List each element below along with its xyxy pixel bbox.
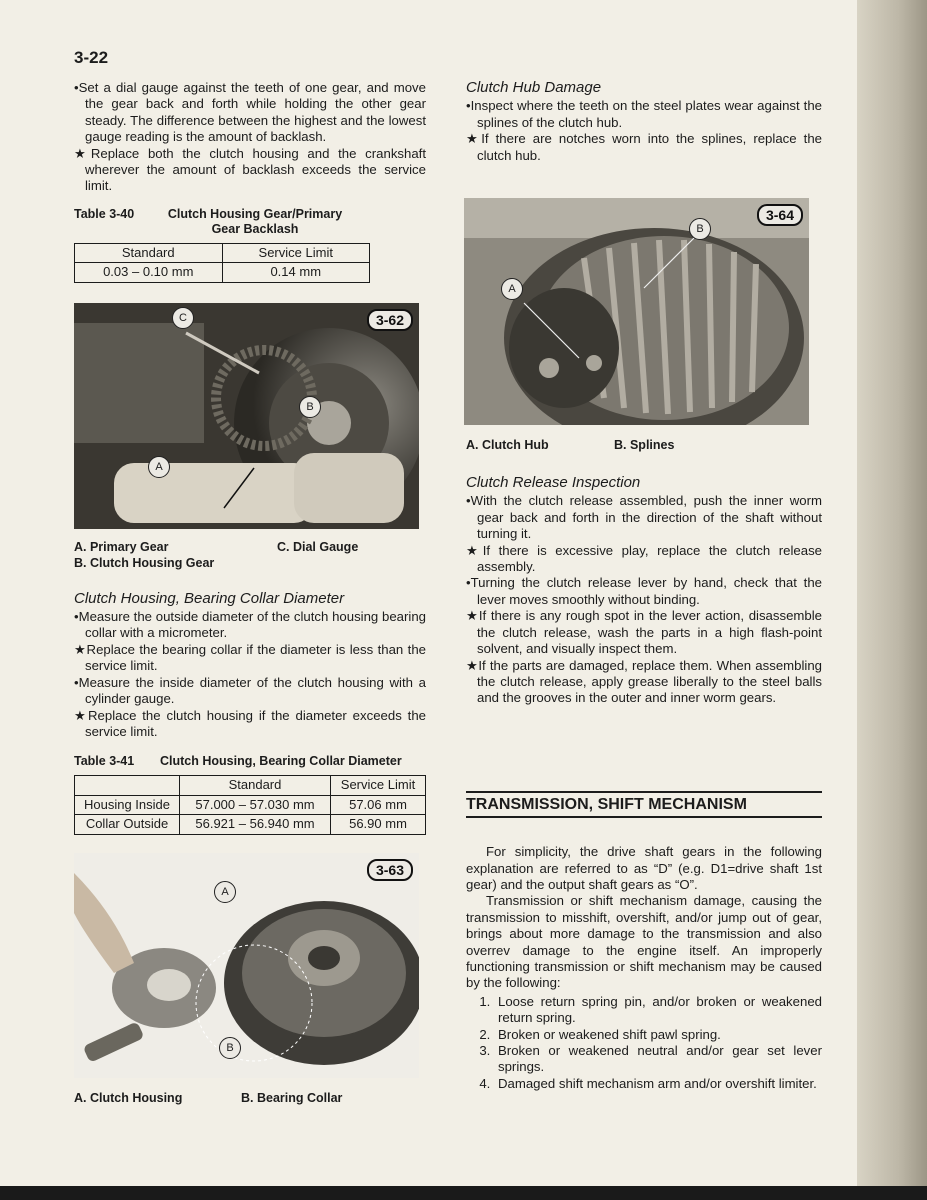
table-41-title: Clutch Housing, Bearing Collar Diameter	[160, 754, 402, 769]
callout-a: A	[148, 456, 170, 478]
release-bullet-1: •With the clutch release assembled, push the inner worm gear back and forth in the direction of the shaft without turning it.	[466, 493, 822, 542]
table-41-cell: 57.000 – 57.030 mm	[180, 795, 331, 814]
transmission-causes-list	[466, 994, 822, 1092]
table-41-header: Service Limit	[331, 776, 426, 795]
caption-splines: B. Splines	[614, 438, 675, 453]
bottom-edge	[0, 1186, 927, 1200]
caption-bearing-collar: B. Bearing Collar	[241, 1090, 343, 1105]
table-41-header	[75, 776, 180, 795]
housing-bullet-4: ★Replace the clutch housing if the diameter exceeds the service limit.	[74, 707, 426, 739]
table-41-cell: Housing Inside	[75, 795, 180, 814]
table-41-number: Table 3-41	[74, 754, 135, 769]
release-bullet-4: ★If there is any rough spot in the lever action, disassemble the clutch release, wash the parts in a high flash-point solvent, and visually inspect them.	[466, 608, 822, 657]
table-41-cell: Collar Outside	[75, 815, 180, 834]
callout-a: A	[214, 881, 236, 903]
table-40	[74, 243, 370, 283]
figure-3-63-captions	[74, 1090, 426, 1106]
caption-primary-gear: A. Primary Gear	[74, 539, 169, 554]
table-40-title: Clutch Housing Gear/Primary Gear Backlash	[167, 206, 343, 236]
callout-a: A	[501, 278, 523, 300]
caption-dial-gauge: C. Dial Gauge	[277, 539, 359, 554]
figure-3-63-tag: 3-63	[367, 859, 413, 881]
page-edge-shadow	[857, 0, 927, 1200]
housing-bullet-3: •Measure the inside diameter of the clutch housing with a cylinder gauge.	[74, 674, 426, 707]
callout-b: B	[689, 218, 711, 240]
page-number: 3-22	[74, 48, 109, 67]
table-40-cell: 0.14 mm	[222, 263, 370, 282]
table-41-header: Standard	[180, 776, 331, 795]
release-bullet-5: ★If the parts are damaged, replace them. When assembling the clutch release, apply grease liberally to the steel balls and the grooves in the outer and inner worm gears.	[466, 657, 822, 706]
figure-3-62-photo	[74, 303, 419, 529]
table-40-header: Standard	[75, 243, 223, 262]
cause-item: 1. Loose return spring pin, and/or broken or weakened return spring.	[494, 994, 822, 1027]
section-title-release-inspection: Clutch Release Inspection	[466, 474, 641, 492]
figure-3-62-tag: 3-62	[367, 309, 413, 331]
figure-3-63-photo	[74, 853, 419, 1078]
caption-clutch-housing: A. Clutch Housing	[74, 1090, 183, 1105]
table-41-cell: 57.06 mm	[331, 795, 426, 814]
figure-3-64-illustration	[464, 198, 809, 425]
table-40-number: Table 3-40	[74, 206, 135, 221]
transmission-paragraph-2: Transmission or shift mechanism damage, causing the transmission to misshift, overshift, and/or jump out of gear, brings about more damage to the transmission and also overrev damage to the engine itself. An improperly functioning transmission or shift mechanism may be caused by the following:	[466, 893, 822, 991]
figure-3-62-illustration	[74, 303, 419, 529]
table-40-header: Service Limit	[222, 243, 370, 262]
table-41-cell: 56.921 – 56.940 mm	[180, 815, 331, 834]
release-bullet-3: •Turning the clutch release lever by hand, check that the lever moves smoothly without binding.	[466, 575, 822, 607]
hub-bullet-2: ★If there are notches worn into the splines, replace the clutch hub.	[466, 131, 822, 163]
callout-c: C	[172, 307, 194, 329]
figure-3-63-illustration	[74, 853, 419, 1078]
cause-item: 2. Broken or weakened shift pawl spring.	[494, 1027, 822, 1043]
section-heading-transmission: TRANSMISSION, SHIFT MECHANISM	[466, 791, 822, 818]
housing-bullet-2: ★Replace the bearing collar if the diameter is less than the service limit.	[74, 641, 426, 674]
caption-clutch-hub: A. Clutch Hub	[466, 438, 549, 453]
hub-bullet-1: •Inspect where the teeth on the steel plates wear against the splines of the clutch hub.	[466, 98, 822, 130]
figure-3-64-tag: 3-64	[757, 204, 803, 226]
intro-bullet-1: •Set a dial gauge against the teeth of one gear, and move the gear back and forth while holding the other gear steady. The difference between the highest and the lowest gauge reading is the amount of backlash.	[74, 80, 426, 145]
section-title-housing-collar: Clutch Housing, Bearing Collar Diameter	[74, 589, 345, 607]
section-title-clutch-hub: Clutch Hub Damage	[466, 79, 602, 96]
figure-3-64-photo	[464, 198, 809, 425]
table-40-caption	[74, 207, 426, 237]
transmission-paragraph-1: For simplicity, the drive shaft gears in the following explanation are referred to as “D” (e.g. D1=drive shaft 1st gear) and the output shaft gears as “O”.	[466, 844, 822, 892]
callout-b: B	[219, 1037, 241, 1059]
cause-item: 4. Damaged shift mechanism arm and/or overshift limiter.	[494, 1076, 822, 1092]
cause-item: 3. Broken or weakened neutral and/or gear set lever springs.	[494, 1043, 822, 1076]
table-41-caption	[74, 754, 426, 769]
figure-3-62-captions	[74, 539, 426, 555]
housing-bullet-1: •Measure the outside diameter of the clutch housing bearing collar with a micrometer.	[74, 609, 426, 641]
table-41-cell: 56.90 mm	[331, 815, 426, 834]
figure-3-64-captions	[466, 437, 822, 453]
intro-bullet-2: ★Replace both the clutch housing and the crankshaft wherever the amount of backlash exceeds the service limit.	[74, 145, 426, 194]
table-40-cell: 0.03 – 0.10 mm	[75, 263, 223, 282]
callout-b: B	[299, 396, 321, 418]
figure-3-62-captions-2	[74, 555, 426, 571]
caption-clutch-housing-gear: B. Clutch Housing Gear	[74, 555, 215, 570]
release-bullet-2: ★If there is excessive play, replace the clutch release assembly.	[466, 542, 822, 575]
table-41	[74, 775, 426, 834]
right-column	[466, 80, 822, 1092]
left-column	[74, 80, 426, 1106]
